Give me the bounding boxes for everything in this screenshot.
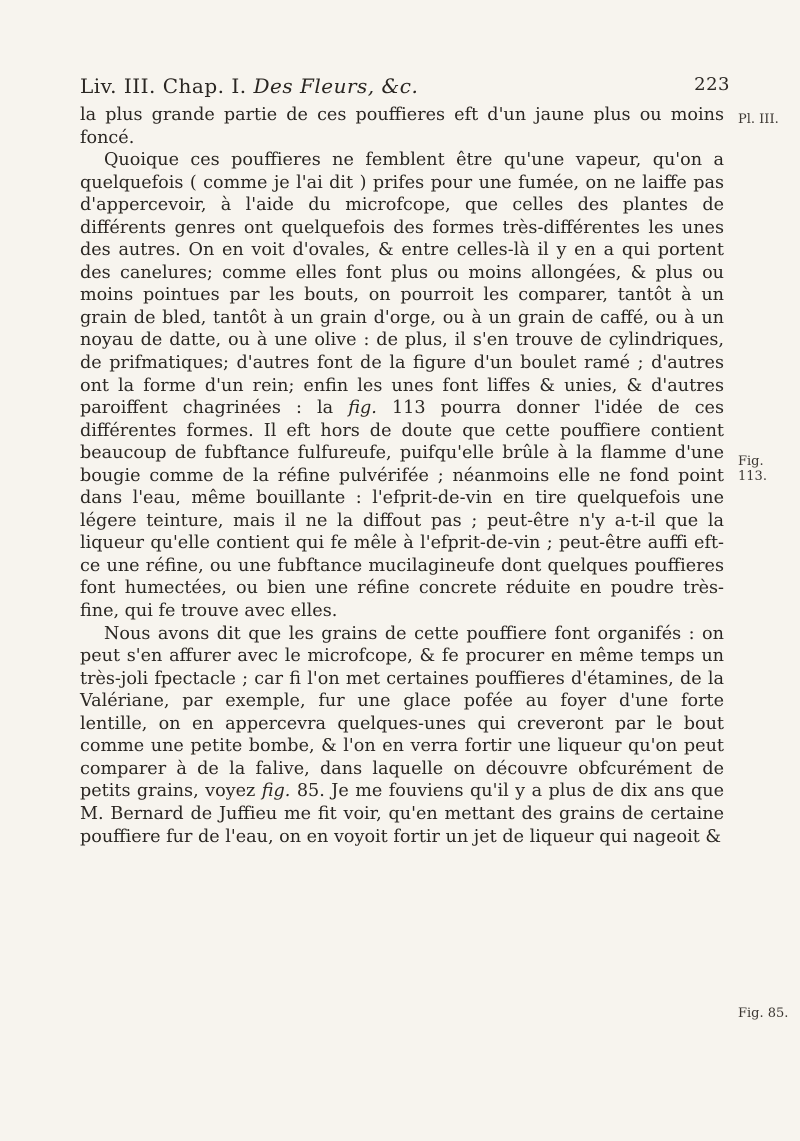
paragraph-3-text-b: 85. Je me fouviens qu'il y a plus de dix ans que M. Bernard de Juffieu me fit voir, qu'en mettant des grains de certaine pouffiere fur de l'eau, on en voyoit fortir un jet de liqueur qui nageoit & [80, 781, 724, 847]
fig-ref-113: fig. [348, 398, 377, 419]
paragraph-3-text-a: Nous avons dit que les grains de cette pouffiere font organifés : on peut s'en affurer avec le microfcope, & fe procurer en même temps un très-joli fpectacle ; car fi l'on met certaines pouffieres d'étamines, de la Valériane, par exemple, fur une glace pofée au foyer d'une forte lentille, on en appercevra quelques-unes qui creveront par le bout comme une petite bombe, & l'on en verra fortir une liqueur qu'on peut comparer à de la falive, dans laquelle on découvre obfcurément de petits grains, voyez [80, 623, 724, 802]
paragraph-3 [80, 623, 724, 848]
book-chapter: Liv. III. Chap. I. [80, 74, 247, 98]
chapter-topic: Des Fleurs, &c. [253, 74, 419, 98]
paragraph-2-text-b: 113 pourra donner l'idée de ces différentes formes. Il eft hors de doute que cette pouffiere contient beaucoup de fubftance fulfureufe, puifqu'elle brûle à la flamme d'une bougie comme de la réfine pulvérifée ; néanmoins elle ne fond point dans l'eau, même bouillante : l'efprit-de-vin en tire quelquefois une légere teinture, mais il ne la diffout pas ; peut-être n'y a-t-il que la liqueur qu'elle contient qui fe mêle à l'efprit-de-vin ; peut-être auffi eft-ce une réfine, ou une fubftance mucilagineufe dont quelques pouffieres font humectées, ou bien une réfine concrete réduite en poudre très-fine, qui fe trouve avec elles. [80, 398, 724, 622]
paragraph-1 [80, 104, 724, 149]
body-text [80, 104, 724, 848]
paragraph-2-text-a: Quoique ces pouffieres ne femblent être qu'une vapeur, qu'on a quelquefois ( comme je l'ai dit ) prifes pour une fumée, on ne laiffe pas d'appercevoir, à l'aide du microfcope, que celles des plantes de différents genres ont quelquefois des formes très-différentes les unes des autres. On en voit d'ovales, & entre celles-là il y en a qui portent des canelures; comme elles font plus ou moins allongées, & plus ou moins pointues par les bouts, on pourroit les comparer, tantôt à un grain de bled, tantôt à un grain d'orge, ou à un grain de caffé, ou à un noyau de datte, ou à une olive : de plus, il s'en trouve de cylindriques, de prifmatiques; d'autres font de la figure d'un boulet ramé ; d'autres ont la forme d'un rein; enfin les unes font liffes & unies, & d'autres paroiffent chagrinées : la [80, 150, 724, 419]
margin-note-fig-113: Fig. 113. [738, 454, 767, 484]
paragraph-2 [80, 149, 724, 622]
fig-ref-85: fig. [261, 781, 291, 802]
paragraph-1-text: la plus grande partie de ces pouffieres eft d'un jaune plus ou moins foncé. [80, 105, 724, 148]
margin-note-plate: Pl. III. [738, 112, 779, 127]
running-head [80, 74, 730, 100]
margin-note-fig-85: Fig. 85. [738, 1006, 789, 1021]
running-head-title [80, 74, 418, 98]
page-number: 223 [694, 74, 730, 95]
